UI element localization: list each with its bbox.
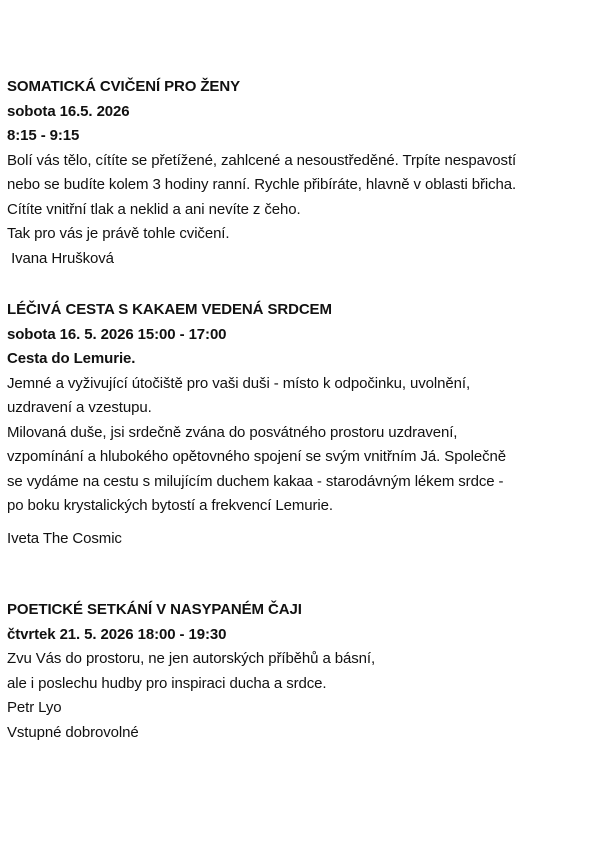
event-text-line: nebo se budíte kolem 3 hodiny ranní. Rychle přibíráte, hlavně v oblasti břicha. — [7, 176, 517, 193]
event-text-line: Jemné a vyživující útočiště pro vaši duši - místo k odpočinku, uvolnění, — [7, 374, 471, 392]
event-text-line: Milovaná duše, jsi srdečně zvána do posvátného prostoru uzdravení, — [7, 423, 458, 441]
event-datetime: sobota 16. 5. 2026 15:00 - 17:00 — [7, 325, 227, 343]
event-cacao-ceremony — [7, 298, 590, 551]
event-title: SOMATICKÁ CVIČENÍ PRO ŽENY — [7, 78, 240, 95]
spacer — [7, 519, 590, 527]
event-text-line: uzdravení a vzestupu. — [7, 399, 152, 416]
event-text-line: Zvu Vás do prostoru, ne jen autorských příběhů a básní, — [7, 650, 376, 667]
event-title: LÉČIVÁ CESTA S KAKAEM VEDENÁ SRDCEM — [7, 301, 332, 318]
event-text-line: po boku krystalických bytostí a frekvencí Lemurie. — [7, 497, 333, 514]
event-text-line: vzpomínání a hlubokého opětovného spojení se svým vnitřním Já. Společně — [7, 448, 507, 465]
event-somatic-exercise — [7, 75, 590, 271]
event-author: Iveta The Cosmic — [7, 529, 122, 547]
event-entry-note: Vstupné dobrovolné — [7, 723, 139, 741]
event-author: Petr Lyo — [7, 699, 62, 716]
event-datetime: čtvrtek 21. 5. 2026 18:00 - 19:30 — [7, 625, 227, 643]
event-text-line: Bolí vás tělo, cítíte se přetížené, zahlcené a nesoustředěné. Trpíte nespavostí — [7, 151, 517, 169]
event-text-line: ale i poslechu hudby pro inspiraci ducha a srdce. — [7, 674, 327, 692]
event-author: Ivana Hrušková — [7, 249, 114, 267]
event-text-line: Cítíte vnitřní tlak a neklid a ani nevíte z čeho. — [7, 200, 301, 218]
event-text-line: se vydáme na cestu s milujícím duchem kakaa - starodávným lékem srdce - — [7, 472, 504, 490]
event-time: 8:15 - 9:15 — [7, 127, 80, 144]
event-title: POETICKÉ SETKÁNÍ V NASYPANÉM ČAJI — [7, 601, 302, 618]
event-subtitle: Cesta do Lemurie. — [7, 350, 136, 367]
event-date: sobota 16.5. 2026 — [7, 102, 130, 120]
event-text-line: Tak pro vás je právě tohle cvičení. — [7, 225, 230, 242]
event-poetry-meeting — [7, 598, 590, 745]
